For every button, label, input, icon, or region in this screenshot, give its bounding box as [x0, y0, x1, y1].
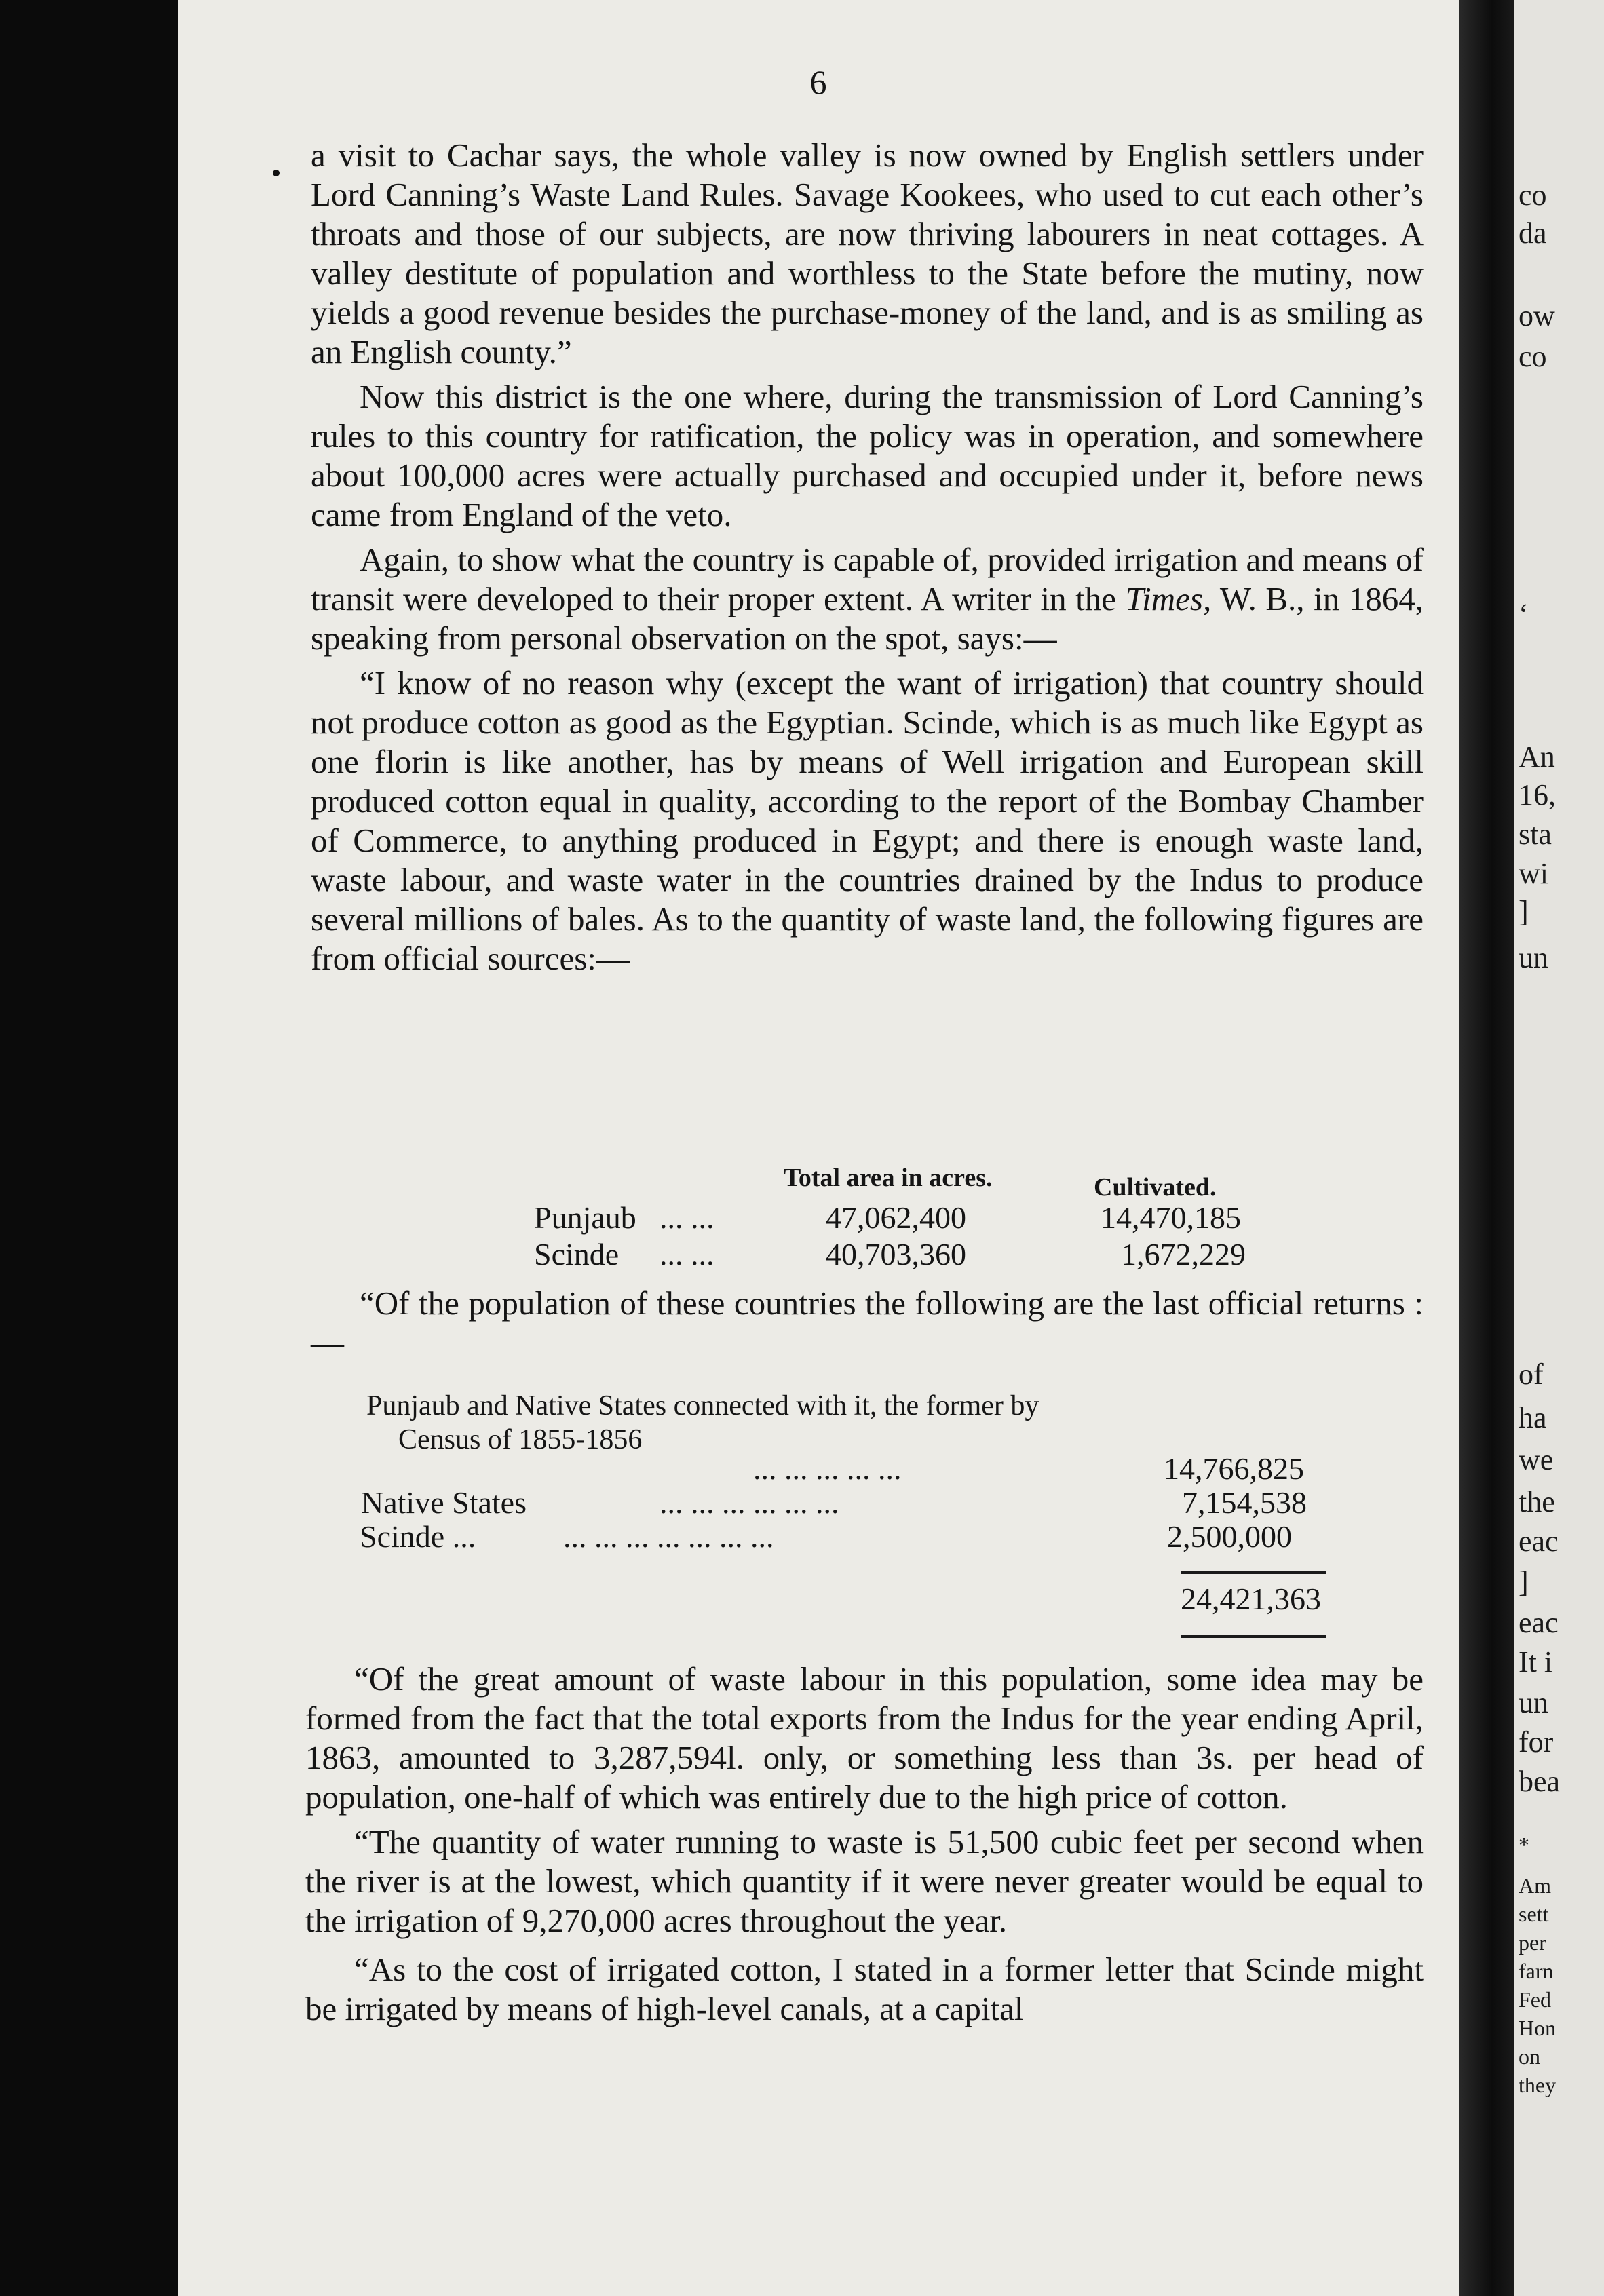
adjacent-fragment: ]	[1519, 1565, 1529, 1599]
upper-text-block	[311, 136, 1424, 984]
adjacent-fragment: they	[1519, 2073, 1557, 2097]
capability-text-b: W. B., in 1864, speaking from personal observation on the spot, says:—	[311, 580, 1424, 657]
area-row-total: 47,062,400	[826, 1200, 966, 1235]
lower-text-block	[305, 1660, 1424, 2034]
adjacent-fragment: per	[1519, 1930, 1546, 1955]
adjacent-page-edge	[1514, 0, 1604, 2296]
adjacent-fragment: bea	[1519, 1765, 1561, 1798]
total-rule-top	[1181, 1571, 1326, 1574]
population-heading-line2: Census of 1855-1856	[398, 1424, 643, 1455]
adjacent-fragment: co	[1519, 178, 1547, 212]
adjacent-fragment: co	[1519, 340, 1547, 373]
adjacent-fragment: eac	[1519, 1525, 1559, 1558]
adjacent-fragment: 16,	[1519, 778, 1556, 811]
adjacent-fragment: farn	[1519, 1959, 1554, 1983]
column-header-total-area: Total area in acres.	[784, 1164, 993, 1192]
adjacent-fragment: An	[1519, 740, 1555, 773]
population-row-name: Scinde ...	[360, 1519, 476, 1554]
paragraph-district: Now this district is the one where, during the transmission of Lord Canning’s rules to this country for ratification, the policy was in operation, and somewhere about 100,000 acres were actually purchased and occupied under it, before news came from England of the veto.	[311, 378, 1424, 533]
population-row-name: Native States	[361, 1485, 527, 1520]
area-row-name: Scinde	[534, 1237, 619, 1271]
book-spine-shadow	[1459, 0, 1514, 2296]
paragraph-water-waste: “The quantity of water running to waste is 51,500 cubic feet per second when the river is at the lowest, which quantity if it were never greater would be equal to the irrigation of 9,270,000 acres throughout the year.	[305, 1823, 1424, 1939]
total-rule-bottom	[1181, 1635, 1326, 1638]
adjacent-fragment: wi	[1519, 857, 1548, 890]
adjacent-fragment: on	[1519, 2044, 1540, 2069]
population-row-dots: ... ... ... ... ... ... ...	[563, 1519, 774, 1554]
times-newspaper-title: Times,	[1125, 580, 1212, 617]
adjacent-fragment: ‘	[1519, 598, 1529, 631]
adjacent-fragment: un	[1519, 941, 1548, 974]
adjacent-fragment: we	[1519, 1443, 1554, 1476]
adjacent-fragment: eac	[1519, 1606, 1559, 1639]
area-row-name: Punjaub	[534, 1200, 636, 1235]
area-row-cultivated: 14,470,185	[1101, 1200, 1241, 1235]
adjacent-fragment: un	[1519, 1686, 1548, 1719]
column-header-cultivated: Cultivated.	[1094, 1173, 1217, 1202]
population-heading-line1: Punjaub and Native States connected with it, the former by	[366, 1390, 1039, 1421]
ink-speck	[273, 170, 280, 176]
paragraph-cachar-quote: a visit to Cachar says, the whole valley is now owned by English settlers under Lord Canning’s Waste Land Rules. Savage Kookees, who used to cut each other’s throats and those of our subjects, are now thriving labourers in neat cottages. A valley destitute of population and worthless to the State before the mutiny, now yields a good revenue besides the purchase-money of the land, and is as smiling as an English county.”	[311, 136, 1424, 370]
page-number: 6	[809, 63, 827, 101]
paragraph-waste-labour: “Of the great amount of waste labour in this population, some idea may be formed from the fact that the total exports from the Indus for the year ending April, 1863, amounted to 3,287,594l. only, or something less than 3s. per head of population, one-half of which was entirely due to the high price of cotton.	[305, 1660, 1424, 1816]
adjacent-fragment: for	[1519, 1725, 1554, 1759]
adjacent-fragment: the	[1519, 1485, 1555, 1518]
area-row-cultivated: 1,672,229	[1121, 1237, 1246, 1271]
adjacent-fragment: of	[1519, 1358, 1544, 1391]
population-row-dots: ... ... ... ... ...	[753, 1451, 902, 1486]
adjacent-fragment: Hon	[1519, 2016, 1557, 2040]
paragraph-population-intro: “Of the population of these countries the following are the last official returns :—	[311, 1284, 1424, 1361]
population-row-dots: ... ... ... ... ... ...	[660, 1485, 839, 1520]
capability-text-a: Again, to show what the country is capable of, provided irrigation and means of transit were developed to their proper extent. A writer in the	[311, 541, 1424, 617]
adjacent-fragment: *	[1519, 1833, 1529, 1857]
paragraph-capability	[311, 540, 1424, 658]
area-row-total: 40,703,360	[826, 1237, 966, 1271]
population-row-value: 7,154,538	[1182, 1485, 1307, 1520]
population-total: 24,421,363	[1181, 1582, 1321, 1616]
adjacent-fragment: ow	[1519, 299, 1555, 332]
adjacent-fragment: sett	[1519, 1902, 1549, 1926]
book-page	[178, 0, 1459, 2296]
population-row-value: 2,500,000	[1167, 1519, 1292, 1554]
adjacent-fragment: sta	[1519, 818, 1552, 851]
paragraph-irrigation-cost: “As to the cost of irrigated cotton, I stated in a former letter that Scinde might be irrigated by means of high-level canals, at a capital	[305, 1951, 1424, 2027]
paragraph-cotton-quote: “I know of no reason why (except the want of irrigation) that country should not produce cotton as good as the Egyptian. Scinde, which is as much like Egypt as one florin is like another, has by means of Well irrigation and European skill produced cotton equal in quality, according to the report of the Bombay Chamber of Commerce, to anything produced in Egypt; and there is enough waste land, waste labour, and waste water in the countries drained by the Indus to produce several millions of bales. As to the quantity of waste land, the following figures are from official sources:—	[311, 664, 1424, 977]
adjacent-fragment: da	[1519, 216, 1547, 250]
adjacent-fragment: ]	[1519, 895, 1529, 928]
adjacent-fragment: It i	[1519, 1645, 1553, 1679]
area-row-dots: ... ...	[660, 1200, 714, 1235]
adjacent-fragment: Fed	[1519, 1987, 1551, 2012]
area-row-dots: ... ...	[660, 1237, 714, 1271]
population-intro-block	[311, 1284, 1424, 1368]
population-row-value: 14,766,825	[1164, 1451, 1304, 1486]
adjacent-fragment: Am	[1519, 1873, 1551, 1898]
adjacent-fragment: ha	[1519, 1401, 1547, 1434]
